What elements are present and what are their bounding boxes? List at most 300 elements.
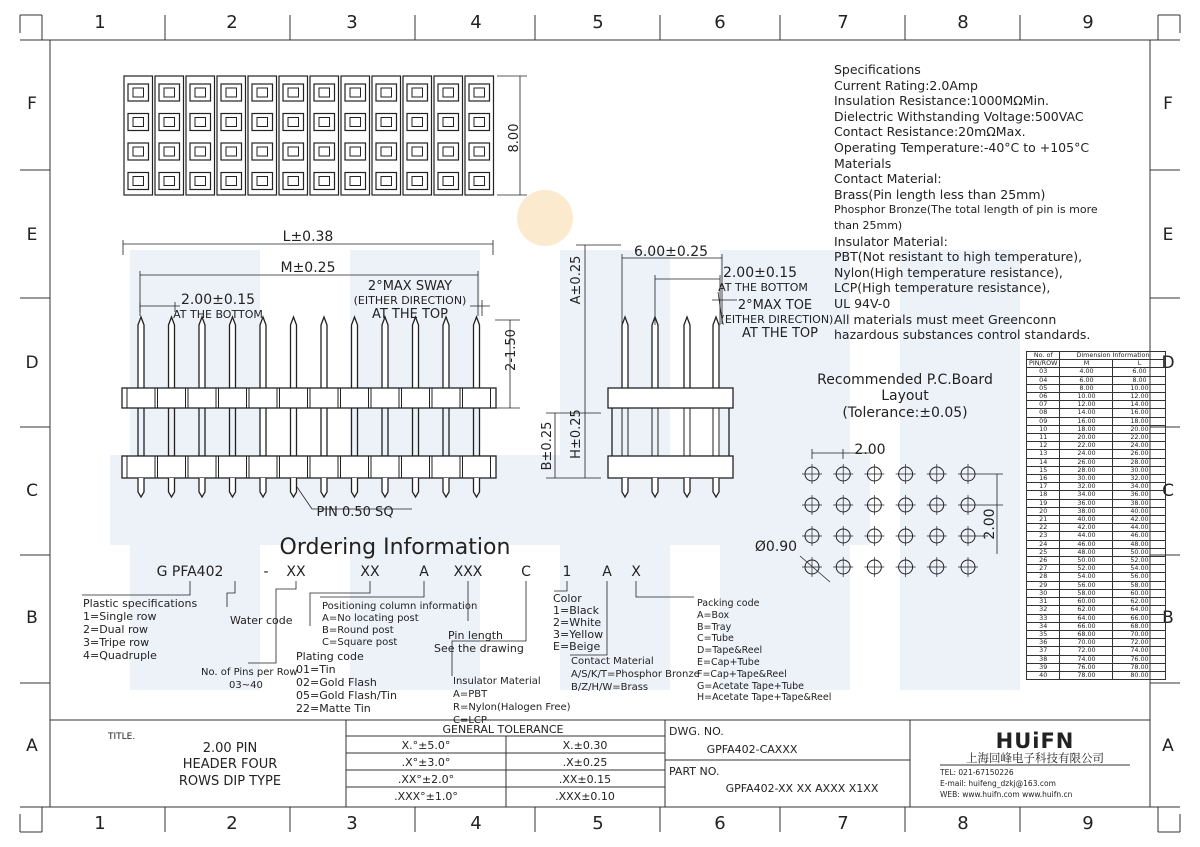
company-name: 上海回峰电子科技有限公司 (966, 751, 1104, 765)
contact-cell (190, 173, 211, 190)
table-cell: 14 (1027, 458, 1060, 466)
dimension-table (1026, 351, 1166, 680)
contact-cell (376, 84, 397, 101)
contact-cell (128, 84, 149, 101)
row-marker: B (26, 608, 38, 628)
ordering-line: C=Square post (322, 637, 398, 648)
side-pin-tail (713, 478, 719, 497)
contact-pin (133, 177, 144, 186)
contact-pin (474, 147, 485, 156)
contact-pin (381, 147, 392, 156)
row-marker: F (1163, 94, 1173, 114)
side-pin-upper (622, 317, 628, 390)
table-cell: 16 (1027, 475, 1060, 483)
column-marker: 6 (714, 12, 726, 33)
table-cell: 31 (1027, 598, 1060, 606)
row-marker: A (26, 736, 38, 756)
spec-line: Contact Material: (834, 171, 942, 187)
contact-pin (319, 177, 330, 186)
table-cell: 76.00 (1060, 663, 1113, 671)
table-cell: 42.00 (1060, 524, 1113, 532)
contact-cell (407, 173, 428, 190)
side-pin-tail (684, 478, 690, 497)
contact-cell (159, 143, 180, 160)
table-row (1027, 368, 1166, 376)
table-cell: 40.00 (1113, 507, 1166, 515)
contact-pin (164, 177, 175, 186)
spec-line: hazardous substances control standards. (834, 327, 1091, 343)
contact-pin (133, 118, 144, 127)
table-sub-m: M (1060, 360, 1113, 368)
contact-cell (252, 143, 273, 160)
pin-tail (199, 478, 205, 497)
table-cell: 36 (1027, 639, 1060, 647)
table-cell: 64.00 (1113, 606, 1166, 614)
dwg-label: DWG. NO. (669, 725, 724, 738)
table-cell: 18.00 (1113, 417, 1166, 425)
table-cell: 6.00 (1060, 376, 1113, 384)
contact-pin (288, 118, 299, 127)
column-marker: 1 (94, 12, 106, 33)
table-cell: 30.00 (1113, 466, 1166, 474)
contact-cell (221, 173, 242, 190)
table-cell: 37 (1027, 647, 1060, 655)
contact-cell (190, 143, 211, 160)
table-cell: 46.00 (1060, 540, 1113, 548)
contact-cell (283, 114, 304, 131)
contact-pin (319, 118, 330, 127)
ordering-line: B=Round post (322, 625, 394, 636)
pin-upper (321, 317, 327, 390)
code-part: G PFA402 (156, 564, 224, 580)
dim-M: M±0.25 (280, 260, 336, 276)
company-logo: HUiFN (995, 729, 1075, 753)
top-height-label: 8.00 (507, 123, 522, 153)
table-row (1027, 655, 1166, 663)
table-cell: 60.00 (1060, 598, 1113, 606)
contact-cell (438, 114, 459, 131)
table-cell: 35 (1027, 630, 1060, 638)
table-cell: 25 (1027, 548, 1060, 556)
table-cell: 48.00 (1060, 548, 1113, 556)
tol-angle: .XXX°±1.0° (394, 790, 458, 803)
table-cell: 06 (1027, 393, 1060, 401)
ordering-line: D=Tape&Reel (697, 645, 763, 657)
ordering-insulator (453, 675, 571, 727)
ordering-line: 2=White (553, 616, 602, 629)
table-cell: 30 (1027, 589, 1060, 597)
side-pin-upper (652, 317, 658, 390)
pcb-title: Recommended P.C.Board (817, 372, 993, 388)
column-marker: 9 (1082, 12, 1094, 33)
contact-cell (407, 143, 428, 160)
table-row (1027, 606, 1166, 614)
contact-cell (159, 84, 180, 101)
spec-line: Phosphor Bronze(The total length of pin is more (834, 203, 1098, 217)
table-cell: 26.00 (1060, 458, 1113, 466)
contact-cell (407, 114, 428, 131)
pin-tail (169, 478, 175, 497)
contact-cell (221, 114, 242, 131)
ordering-line: Plating code (296, 650, 364, 663)
pcb-title-2: Layout (881, 388, 929, 404)
side-pin-mid (713, 408, 719, 456)
table-cell: 22 (1027, 524, 1060, 532)
code-part: C (521, 564, 531, 580)
contact-cell (345, 143, 366, 160)
table-cell: 8.00 (1060, 384, 1113, 392)
spec-line: Insulator Material: (834, 233, 948, 249)
table-row (1027, 614, 1166, 622)
table-cell: 14.00 (1113, 401, 1166, 409)
column-marker: 5 (592, 12, 604, 33)
column-marker: 8 (957, 813, 969, 834)
table-cell: 40 (1027, 671, 1060, 679)
contact-pin (443, 147, 454, 156)
ordering-line: C=Tube (697, 633, 734, 645)
table-cell: 70.00 (1060, 639, 1113, 647)
ordering-line: H=Acetate Tape+Tape&Reel (697, 692, 832, 704)
table-cell: 04 (1027, 376, 1060, 384)
table-cell: 39 (1027, 663, 1060, 671)
ordering-plastic (83, 597, 197, 662)
table-cell: 44.00 (1113, 524, 1166, 532)
row-marker: D (1161, 353, 1175, 373)
pin-tail (413, 478, 419, 497)
row-marker: A (1162, 736, 1174, 756)
row-marker: E (26, 225, 38, 245)
table-cell: 48.00 (1113, 540, 1166, 548)
table-cell: 38.00 (1060, 507, 1113, 515)
contact-cell (221, 84, 242, 101)
contact-pin (412, 147, 423, 156)
sway-note-3: AT THE TOP (371, 307, 449, 322)
table-cell: 23 (1027, 532, 1060, 540)
table-cell: 58.00 (1060, 589, 1113, 597)
contact-cell (407, 84, 428, 101)
ordering-line: 1=Single row (83, 610, 157, 623)
table-cell: 24.00 (1060, 450, 1113, 458)
ordering-line: Color (553, 592, 582, 605)
table-cell: 34.00 (1060, 491, 1113, 499)
table-cell: 8.00 (1113, 376, 1166, 384)
contact-pin (257, 118, 268, 127)
contact-cell (345, 114, 366, 131)
contact-pin (474, 118, 485, 127)
ordering-title: Ordering Information (279, 535, 511, 560)
column-marker: 1 (94, 813, 106, 834)
pin-mid (321, 408, 327, 456)
code-part: XX (286, 564, 306, 580)
column-marker: 5 (592, 813, 604, 834)
ordering-line: 05=Gold Flash/Tin (296, 689, 397, 702)
table-cell: 36.00 (1113, 491, 1166, 499)
table-cell: 58.00 (1113, 581, 1166, 589)
pin-tail (138, 478, 144, 497)
side-pin-mid (684, 408, 690, 456)
contact-pin (381, 88, 392, 97)
table-cell: 28 (1027, 573, 1060, 581)
pin-upper (230, 317, 236, 390)
side-insulator-bottom (608, 456, 733, 478)
contact-cell (314, 143, 335, 160)
toe-note-1: 2°MAX TOE (737, 298, 813, 313)
contact-cell (469, 84, 490, 101)
contact-pin (350, 88, 361, 97)
ordering-line: E=Beige (553, 640, 601, 653)
table-row (1027, 450, 1166, 458)
table-cell: 62.00 (1113, 598, 1166, 606)
table-cell: 10.00 (1113, 384, 1166, 392)
ordering-color (553, 593, 603, 653)
ordering-line: 3=Yellow (553, 628, 604, 641)
table-cell: 56.00 (1113, 573, 1166, 581)
table-cell: 78.00 (1113, 663, 1166, 671)
table-cell: 24.00 (1113, 442, 1166, 450)
ordering-line: R=Nylon(Halogen Free) (453, 702, 571, 713)
ordering-pins (201, 666, 298, 692)
contact-pin (195, 88, 206, 97)
table-cell: 33 (1027, 614, 1060, 622)
table-cell: 34 (1027, 622, 1060, 630)
ordering-line: A=PBT (453, 689, 488, 700)
contact-cell (128, 114, 149, 131)
table-cell: 36.00 (1060, 499, 1113, 507)
insulator-bottom (122, 456, 496, 478)
table-cell: 12.00 (1113, 393, 1166, 401)
ordering-line: E=Cap+Tube (697, 656, 760, 668)
part-number: GPFA402-XX XX AXXX X1XX (725, 782, 879, 795)
contact-pin (257, 177, 268, 186)
contact-cell (469, 173, 490, 190)
ordering-line: B/Z/H/W=Brass (571, 682, 649, 693)
table-cell: 38.00 (1113, 499, 1166, 507)
contact-pin (443, 88, 454, 97)
company-web: WEB: www.huifn.com www.huifn.cn (940, 790, 1073, 799)
table-cell: 32 (1027, 606, 1060, 614)
dim-side-width: 6.00±0.25 (633, 244, 709, 260)
contact-pin (226, 88, 237, 97)
title-label: TITLE. (108, 732, 136, 742)
side-pin-upper (684, 317, 690, 390)
table-cell: 66.00 (1060, 622, 1113, 630)
insulator-top (122, 388, 496, 408)
table-cell: 32.00 (1060, 483, 1113, 491)
contact-cell (190, 84, 211, 101)
contact-cell (438, 173, 459, 190)
column-marker: 9 (1082, 813, 1094, 834)
pin-upper (474, 317, 480, 390)
ordering-packing (697, 598, 831, 704)
code-part: A (602, 564, 612, 580)
code-part: A (419, 564, 429, 580)
table-cell: 78.00 (1060, 671, 1113, 679)
contact-pin (381, 177, 392, 186)
code-part: XXX (453, 564, 483, 580)
contact-cell (128, 143, 149, 160)
table-row (1027, 573, 1166, 581)
ordering-line: F=Cap+Tape&Reel (697, 668, 787, 680)
table-cell: 20 (1027, 507, 1060, 515)
ordering-line: 2=Dual row (83, 623, 148, 636)
ordering-line: Pin length (448, 629, 503, 642)
pin-upper (260, 317, 266, 390)
contact-pin (164, 118, 175, 127)
contact-pin (474, 177, 485, 186)
contact-pin (412, 177, 423, 186)
contact-pin (257, 147, 268, 156)
dim-side-pitch-note: AT THE BOTTOM (718, 281, 808, 294)
contact-pin (195, 118, 206, 127)
table-cell: 24 (1027, 540, 1060, 548)
table-cell: 28.00 (1060, 466, 1113, 474)
dim-pitch-note: AT THE BOTTOM (173, 308, 263, 321)
contact-cell (159, 114, 180, 131)
ordering-pinlen (434, 629, 524, 655)
contact-pin (133, 88, 144, 97)
contact-cell (469, 114, 490, 131)
contact-pin (195, 177, 206, 186)
spec-line: Operating Temperature:-40°C to +105°C (834, 139, 1090, 155)
sway-note-1: 2°MAX SWAY (367, 279, 453, 294)
table-cell: 22.00 (1060, 442, 1113, 450)
table-cell: 12.00 (1060, 401, 1113, 409)
row-marker: F (27, 94, 37, 114)
column-marker: 2 (226, 12, 238, 33)
column-marker: 7 (837, 12, 849, 33)
table-cell: 15 (1027, 466, 1060, 474)
column-marker: 6 (714, 813, 726, 834)
contact-pin (412, 118, 423, 127)
pin-tail (260, 478, 266, 497)
contact-pin (288, 88, 299, 97)
contact-cell (283, 173, 304, 190)
table-cell: 18.00 (1060, 425, 1113, 433)
table-cell: 14.00 (1060, 409, 1113, 417)
table-header-pins: No. of (1027, 352, 1060, 360)
toe-note-2: (EITHER DIRECTION) (720, 313, 834, 326)
table-header-dims: Dimension Information (1060, 352, 1166, 360)
ordering-line: See the drawing (434, 642, 524, 655)
contact-pin (226, 147, 237, 156)
pin-tail (382, 478, 388, 497)
contact-pin (195, 147, 206, 156)
pin-tail (321, 478, 327, 497)
table-cell: 74.00 (1060, 655, 1113, 663)
table-cell: 72.00 (1060, 647, 1113, 655)
table-cell: 46.00 (1113, 532, 1166, 540)
contact-cell (252, 114, 273, 131)
contact-cell (252, 84, 273, 101)
table-cell: 16.00 (1060, 417, 1113, 425)
pcb-vpitch: 2.00 (982, 508, 998, 540)
ordering-line: 4=Quadruple (83, 649, 157, 662)
table-cell: 54.00 (1060, 573, 1113, 581)
dim-side-B: B±0.25 (540, 421, 555, 471)
contact-cell (376, 173, 397, 190)
tol-angle: .X°±3.0° (401, 756, 451, 769)
water-code: Water code (230, 614, 293, 627)
spec-line: LCP(High temperature resistance), (834, 280, 1051, 296)
table-cell: 26 (1027, 557, 1060, 565)
pin-tail (443, 478, 449, 497)
title-line-2: HEADER FOUR (182, 757, 278, 772)
code-part: - (263, 564, 269, 580)
side-pin-tail (652, 478, 658, 497)
table-cell: 09 (1027, 417, 1060, 425)
row-marker: E (1162, 225, 1174, 245)
title-line-3: ROWS DIP TYPE (178, 774, 282, 789)
company-email: E-mail: huifeng_dzkj@163.com (940, 779, 1056, 788)
table-cell: 76.00 (1113, 655, 1166, 663)
table-cell: 70.00 (1113, 630, 1166, 638)
ordering-line: A=No locating post (322, 613, 419, 624)
row-marker: C (26, 481, 38, 501)
contact-pin (350, 118, 361, 127)
side-view (608, 317, 733, 497)
table-cell: 22.00 (1113, 434, 1166, 442)
contact-pin (443, 118, 454, 127)
top-view (124, 76, 494, 195)
ordering-line: 3=Tripe row (83, 636, 150, 649)
table-cell: 29 (1027, 581, 1060, 589)
spec-line: All materials must meet Greenconn (834, 311, 1057, 327)
ordering-line: No. of Pins per Row (201, 667, 298, 678)
pin-upper (413, 317, 419, 390)
ordering-line: 01=Tin (296, 663, 336, 676)
pin-tail (352, 478, 358, 497)
table-sub-l: L (1113, 360, 1166, 368)
side-pin-upper (713, 317, 719, 390)
side-pin-tail (622, 478, 628, 497)
spec-line: PBT(Not resistant to high temperature), (834, 249, 1083, 265)
table-cell: 38 (1027, 655, 1060, 663)
table-cell: 11 (1027, 434, 1060, 442)
table-row (1027, 409, 1166, 417)
contact-pin (474, 88, 485, 97)
ordering-plating (296, 650, 397, 715)
table-row (1027, 491, 1166, 499)
table-cell: 08 (1027, 409, 1060, 417)
contact-cell (221, 143, 242, 160)
column-marker: 3 (346, 813, 358, 834)
table-cell: 64.00 (1060, 614, 1113, 622)
toe-note-3: AT THE TOP (741, 326, 819, 341)
part-label: PART NO. (669, 765, 720, 778)
row-marker: B (1162, 608, 1174, 628)
contact-cell (314, 173, 335, 190)
ordering-line: A=Box (697, 609, 730, 621)
pin-tail (474, 478, 480, 497)
contact-pin (319, 88, 330, 97)
pin-tail (291, 478, 297, 497)
ordering-contact (571, 655, 700, 694)
spec-line: than 25mm) (834, 218, 903, 232)
table-cell: 32.00 (1113, 475, 1166, 483)
contact-pin (350, 177, 361, 186)
code-part: XX (360, 564, 380, 580)
spec-line: UL 94V-0 (834, 295, 891, 311)
pcb-hole-cross (864, 557, 884, 577)
column-marker: 7 (837, 813, 849, 834)
contact-pin (226, 177, 237, 186)
table-cell: 72.00 (1113, 639, 1166, 647)
table-cell: 62.00 (1060, 606, 1113, 614)
ordering-line: 02=Gold Flash (296, 676, 377, 689)
ordering-line: Contact Material (571, 656, 654, 667)
column-marker: 2 (226, 813, 238, 834)
table-cell: 19 (1027, 499, 1060, 507)
